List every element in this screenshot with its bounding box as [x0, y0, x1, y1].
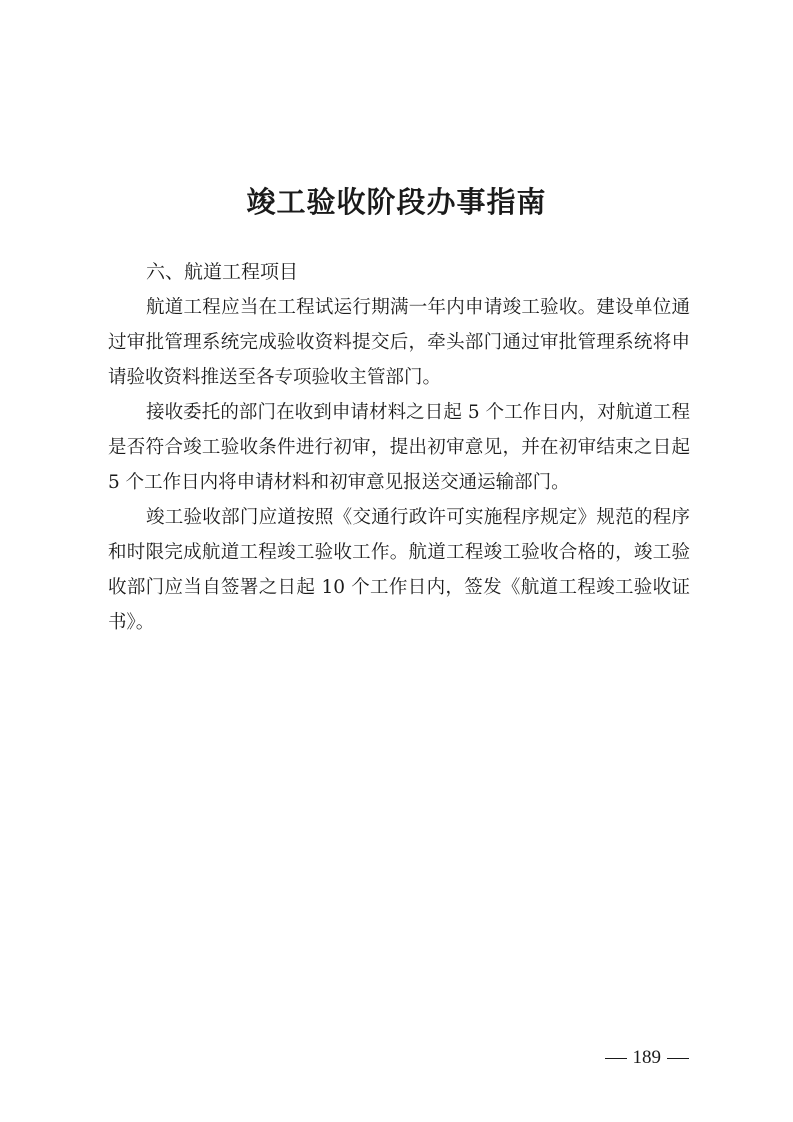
dash-left	[605, 1058, 627, 1059]
section-heading: 六、航道工程项目	[146, 261, 299, 283]
paragraph-2: 接收委托的部门在收到申请材料之日起 5 个工作日内，对航道工程是否符合竣工验收条件进行初审，提出初审意见，并在初审结束之日起 5 个工作日内将申请材料和初审意见报送交通运输部门。	[108, 402, 690, 493]
paragraph-1: 航道工程应当在工程试运行期满一年内申请竣工验收。建设单位通过审批管理系统完成验收资料提交后，牵头部门通过审批管理系统将申请验收资料推送至各专项验收主管部门。	[108, 297, 690, 388]
page-footer	[599, 1046, 696, 1070]
page-number: 189	[632, 1047, 661, 1068]
paragraph-3: 竣工验收部门应道按照《交通行政许可实施程序规定》规范的程序和时限完成航道工程竣工验收工作。航道工程竣工验收合格的，竣工验收部门应当自签署之日起 10 个工作日内，签发《航道工程竣工验收证书》。	[108, 507, 690, 633]
page-title: 竣工验收阶段办事指南	[246, 185, 547, 219]
dash-right	[667, 1058, 689, 1059]
document-body	[108, 255, 690, 640]
